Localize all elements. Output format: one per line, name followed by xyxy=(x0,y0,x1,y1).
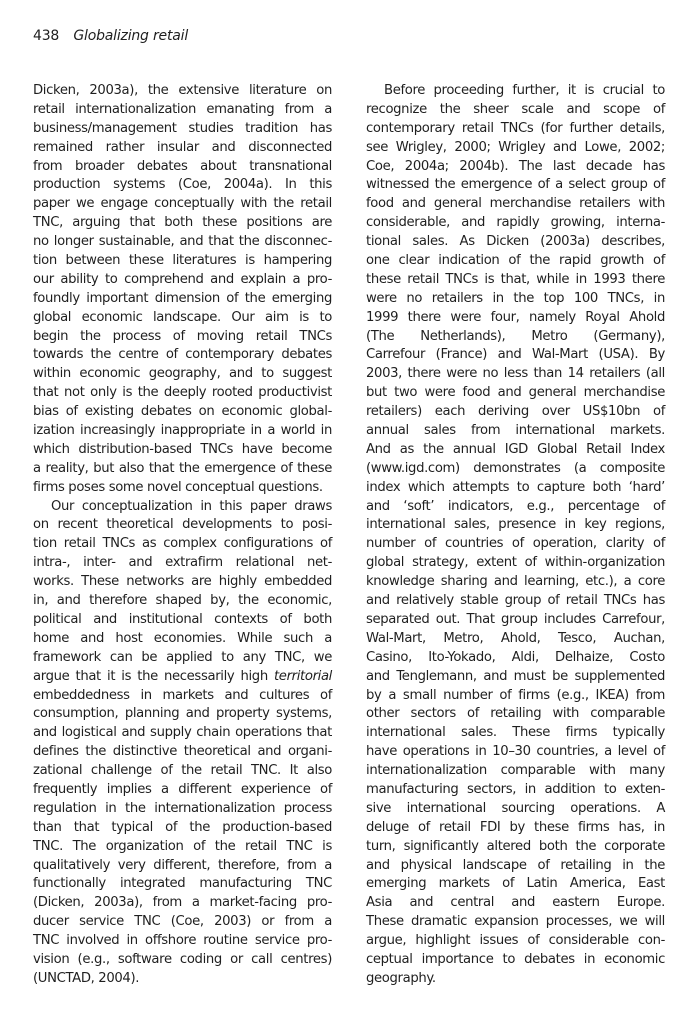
text-line: vision (e.g., software coding or call centres) xyxy=(33,951,332,967)
text-line: manufacturing sectors, in addition to exten- xyxy=(366,781,665,797)
text-line: begin the process of moving retail TNCs xyxy=(33,328,332,344)
text-line: internationalization comparable with many xyxy=(366,763,665,779)
text-line: food and general merchandise retailers with xyxy=(366,196,665,212)
text-line: regulation in the internationalization process xyxy=(33,800,332,816)
text-line: (The Netherlands), Metro (Germany), xyxy=(366,328,665,344)
text-line: witnessed the emergence of a select group of xyxy=(366,177,665,193)
text-line: other sectors of retailing with comparable xyxy=(366,706,665,722)
text-line: Casino, Ito-Yokado, Aldi, Delhaize, Costo xyxy=(366,649,665,665)
text-line: political and institutional contexts of both xyxy=(33,611,332,627)
text-line: no longer sustainable, and that the disconnec- xyxy=(33,234,332,250)
text-line: Coe, 2004a; 2004b). The last decade has xyxy=(366,158,665,174)
text-line: by a small number of firms (e.g., IKEA) from xyxy=(366,687,665,703)
left-column xyxy=(33,82,332,989)
text-line: Asia and central and eastern Europe. xyxy=(366,895,665,911)
text-line: business/management studies tradition has xyxy=(33,120,332,136)
text-line: Dicken, 2003a), the extensive literature on xyxy=(33,83,332,98)
text-line: 1999 there were four, namely Royal Ahold xyxy=(366,309,665,325)
text-line: bias of existing debates on economic global- xyxy=(33,404,332,420)
text-line: deluge of retail FDI by these firms has, in xyxy=(366,819,665,835)
text-line: tion between these literatures is hampering xyxy=(33,253,332,269)
text-line: TNC, arguing that both these positions are xyxy=(33,215,332,231)
text-line: consumption, planning and property systems, xyxy=(33,706,332,722)
text-line: a reality, but also that the emergence of these xyxy=(33,460,332,476)
right-column xyxy=(366,82,665,989)
text-line: ceptual importance to debates in economic xyxy=(366,951,665,967)
text-line: towards the centre of contemporary debates xyxy=(33,347,332,363)
text-line: qualitatively very different, therefore, from a xyxy=(33,857,332,873)
text-line: (www.igd.com) demonstrates (a composite xyxy=(366,460,665,476)
text-line: global economic landscape. Our aim is to xyxy=(33,309,332,325)
text-line: functionally integrated manufacturing TNC xyxy=(33,876,332,892)
text-line: one clear indication of the rapid growth of xyxy=(366,253,665,269)
text-line: than that typical of the production-based xyxy=(33,819,332,835)
text-line: knowledge sharing and learning, etc.), a core xyxy=(366,574,665,590)
text-line: international sales. These firms typically xyxy=(366,725,665,741)
paragraph-start-line: Before proceeding further, it is crucial to xyxy=(384,83,665,98)
text-line: our ability to comprehend and explain a pro- xyxy=(33,271,332,287)
text-line: turn, significantly altered both the corporate xyxy=(366,838,665,854)
text-line: paper we engage conceptually with the retail xyxy=(33,196,332,212)
text-line: (UNCTAD, 2004). xyxy=(33,970,140,986)
text-line: considerable, and rapidly growing, interna- xyxy=(366,215,665,231)
text-line: foundly important dimension of the emerging xyxy=(33,290,332,306)
text-line: in, and therefore shaped by, the economic, xyxy=(33,593,332,609)
text-line: within economic geography, and to suggest xyxy=(33,366,332,382)
text-line: tion retail TNCs as complex configurations of xyxy=(33,536,332,552)
text-line: global strategy, extent of within-organization xyxy=(366,555,665,571)
text-line: remained rather insular and disconnected xyxy=(33,139,332,155)
text-line: production systems (Coe, 2004a). In this xyxy=(33,177,332,193)
text-line: firms poses some novel conceptual questions. xyxy=(33,479,323,495)
text-line: TNC. The organization of the retail TNC is xyxy=(33,838,332,854)
text-line: frequently implies a different experience of xyxy=(33,781,332,797)
text-line: framework can be applied to any TNC, we xyxy=(33,649,332,665)
text-line: intra-, inter- and extrafirm relational net- xyxy=(33,555,332,571)
running-header xyxy=(33,28,188,44)
text-line: that not only is the deeply rooted productivist xyxy=(33,385,332,401)
text-line: These dramatic expansion processes, we will xyxy=(366,914,665,930)
running-title: Globalizing retail xyxy=(73,28,189,44)
text-line: zational challenge of the retail TNC. It also xyxy=(33,763,332,779)
text-line: emerging markets of Latin America, East xyxy=(366,876,665,892)
text-line: ducer service TNC (Coe, 2003) or from a xyxy=(33,914,332,930)
text-line: see Wrigley, 2000; Wrigley and Lowe, 2002; xyxy=(366,139,665,155)
text-line: sive international sourcing operations. A xyxy=(366,800,665,816)
text-line: these retail TNCs is that, while in 1993 there xyxy=(366,271,665,287)
text-line: retailers) each deriving over US$10bn of xyxy=(366,404,665,420)
text-line: (Dicken, 2003a), from a market-facing pro- xyxy=(33,895,332,911)
text-line: geography. xyxy=(366,970,436,986)
text-line: argue, highlight issues of considerable con- xyxy=(366,933,665,949)
paragraph-start-line: Our conceptualization in this paper draws xyxy=(51,498,332,514)
text-line: ization increasingly inappropriate in a world in xyxy=(33,423,332,439)
text-line: TNC involved in offshore routine service pro- xyxy=(33,933,332,949)
text-line: Wal-Mart, Metro, Ahold, Tesco, Auchan, xyxy=(366,630,665,646)
text-fragment: argue that it is the necessarily high xyxy=(33,668,274,684)
text-line: contemporary retail TNCs (for further details, xyxy=(366,120,665,136)
text-line: have operations in 10–30 countries, a level of xyxy=(366,744,665,760)
text-line: embeddedness in markets and cultures of xyxy=(33,687,332,703)
text-line: retail internationalization emanating from a xyxy=(33,101,332,117)
text-line: 2003, there were no less than 14 retailers (all xyxy=(366,366,665,382)
text-line: defines the distinctive theoretical and organi- xyxy=(33,744,332,760)
text-line: recognize the sheer scale and scope of xyxy=(366,101,665,117)
text-line: Carrefour (France) and Wal-Mart (USA). By xyxy=(366,347,665,363)
text-line: and logistical and supply chain operations that xyxy=(33,725,332,741)
text-line: index which attempts to capture both ‘hard’ xyxy=(366,479,665,495)
text-line: international sales, presence in key regions, xyxy=(366,517,665,533)
text-line: and Tenglemann, and must be supplemented xyxy=(366,668,665,684)
text-line: but two were food and general merchandise xyxy=(366,385,665,401)
text-line: which distribution-based TNCs have become xyxy=(33,441,332,457)
text-line: and relatively stable group of retail TNCs has xyxy=(366,593,665,609)
text-line: were no retailers in the top 100 TNCs, in xyxy=(366,290,665,306)
text-line-with-italic xyxy=(33,668,332,687)
page-number: 438 xyxy=(33,28,60,44)
text-line: And as the annual IGD Global Retail Index xyxy=(366,441,665,457)
text-line: and ‘soft’ indicators, e.g., percentage of xyxy=(366,498,665,514)
text-line: and physical landscape of retailing in the xyxy=(366,857,665,873)
text-line: from broader debates about transnational xyxy=(33,158,332,174)
text-line: separated out. That group includes Carrefour, xyxy=(366,611,665,627)
text-line: on recent theoretical developments to posi- xyxy=(33,517,332,533)
text-line: number of countries of operation, clarity of xyxy=(366,536,665,552)
text-line: tional sales. As Dicken (2003a) describes, xyxy=(366,234,665,250)
text-line: works. These networks are highly embedded xyxy=(33,574,332,590)
text-line: annual sales from international markets. xyxy=(366,423,665,439)
text-line: home and host economies. While such a xyxy=(33,630,332,646)
italic-term: territorial xyxy=(273,668,332,684)
